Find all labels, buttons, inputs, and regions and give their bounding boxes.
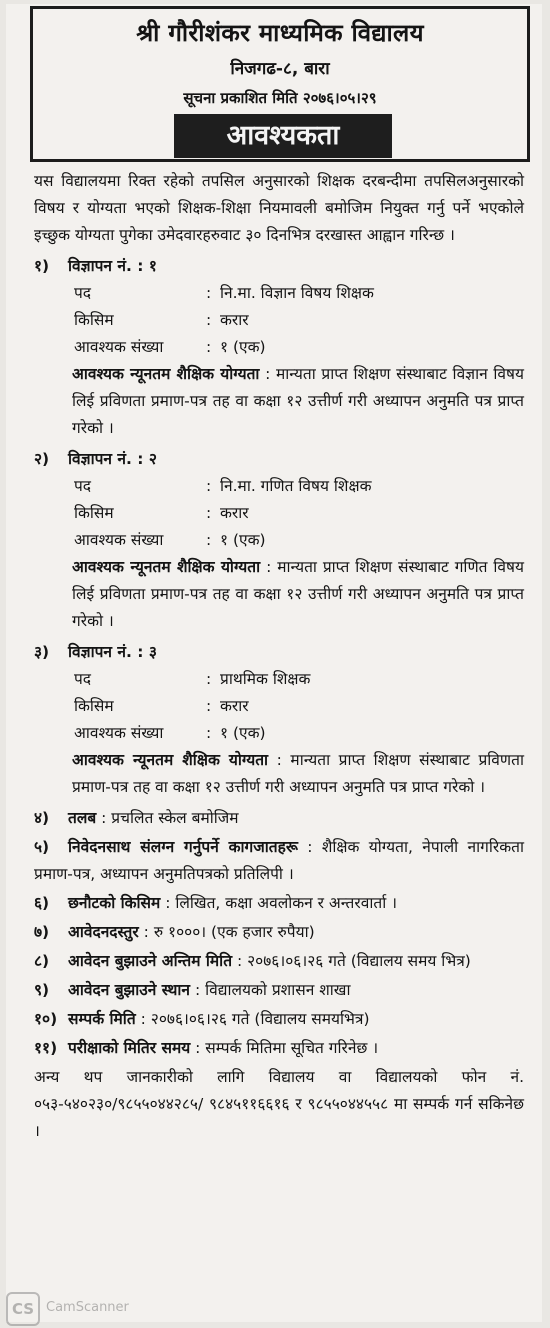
colon: : xyxy=(206,697,212,715)
item-text: : सम्पर्क मितिमा सूचित गरिनेछ । xyxy=(195,1039,379,1057)
colon: : xyxy=(206,504,212,522)
ad-title xyxy=(34,253,524,280)
type-row xyxy=(34,307,524,334)
notice-banner: आवश्यकता xyxy=(174,114,392,158)
ad-heading: विज्ञापन नं. : ३ xyxy=(68,643,157,661)
item-fee xyxy=(34,919,524,946)
item-exam-time xyxy=(34,1035,524,1062)
qualification xyxy=(34,747,524,801)
item-deadline xyxy=(34,948,524,975)
post-value: प्राथमिक शिक्षक xyxy=(220,670,311,688)
post-label: पद xyxy=(74,284,92,302)
item-text: : २०७६।०६।२६ गते (विद्यालय समयभित्र) xyxy=(140,1010,370,1028)
colon: : xyxy=(206,724,212,742)
item-place xyxy=(34,977,524,1004)
qualification-label: आवश्यक न्यूनतम शैक्षिक योग्यता xyxy=(72,751,269,769)
post-value: नि.मा. गणित विषय शिक्षक xyxy=(220,477,372,495)
item-text: : प्रचलित स्केल बमोजिम xyxy=(101,809,239,827)
colon: : xyxy=(206,338,212,356)
type-label: किसिम xyxy=(74,504,114,522)
type-row xyxy=(34,500,524,527)
item-selection xyxy=(34,890,524,917)
item-label: परीक्षाको मितिर समय xyxy=(68,1039,191,1057)
count-row xyxy=(34,334,524,361)
camscanner-text: CamScanner xyxy=(46,1300,129,1315)
qualification-label: आवश्यक न्यूनतम शैक्षिक योग्यता xyxy=(72,558,261,576)
colon: : xyxy=(206,670,212,688)
qualification-label: आवश्यक न्यूनतम शैक्षिक योग्यता xyxy=(72,365,260,383)
count-label: आवश्यक संख्या xyxy=(74,338,164,356)
qualification-text: : मान्यता प्राप्त शिक्षण संस्थाबाट विज्ञान विषय लिई प्रविणता प्रमाण-पत्र तह वा कक्षा १२ उत्तीर्ण गरी अध्यापन अनुमति पत्र प्राप्त गरेको । xyxy=(72,365,525,437)
item-text: : लिखित, कक्षा अवलोकन र अन्तरवार्ता । xyxy=(165,894,398,912)
colon: : xyxy=(206,477,212,495)
post-label: पद xyxy=(74,670,92,688)
item-number: ८) xyxy=(34,952,50,970)
post-row xyxy=(34,280,524,307)
item-label: आवेदनदस्तुर xyxy=(68,923,139,941)
notice-body xyxy=(34,168,524,1145)
count-label: आवश्यक संख्या xyxy=(74,531,164,549)
school-name: श्री गौरीशंकर माध्यमिक विद्यालय xyxy=(136,19,424,47)
item-text: : शैक्षिक योग्यता, नेपाली नागरिकता प्रमाण-पत्र, अध्यापन अनुमतिपत्रको प्रतिलिपी । xyxy=(34,838,524,883)
camscanner-logo-icon: CS xyxy=(6,1292,40,1326)
count-row xyxy=(34,720,524,747)
school-address: निजगढ-८, बारा xyxy=(230,59,330,79)
post-row xyxy=(34,473,524,500)
colon: : xyxy=(206,284,212,302)
item-number: १०) xyxy=(34,1010,58,1028)
ad-number: २) xyxy=(34,450,50,468)
type-value: करार xyxy=(220,504,249,522)
camscanner-watermark xyxy=(6,1290,156,1324)
item-contact-date xyxy=(34,1006,524,1033)
type-value: करार xyxy=(220,697,249,715)
type-value: करार xyxy=(220,311,249,329)
item-salary xyxy=(34,805,524,832)
item-number: ५) xyxy=(34,838,50,856)
ad-heading: विज्ञापन नं. : २ xyxy=(68,450,157,468)
ad-heading: विज्ञापन नं. : १ xyxy=(68,257,157,275)
count-row xyxy=(34,527,524,554)
advertisement-1 xyxy=(34,253,524,442)
post-row xyxy=(34,666,524,693)
count-value: १ (एक) xyxy=(220,338,266,356)
qualification-text: : मान्यता प्राप्त शिक्षण संस्थाबाट गणित विषय लिई प्रविणता प्रमाण-पत्र तह वा कक्षा १२ उत्तीर्ण गरी अध्यापन अनुमति पत्र प्राप्त गरेको । xyxy=(72,558,524,630)
item-number: ७) xyxy=(34,923,50,941)
qualification-text: : मान्यता प्राप्त शिक्षण संस्थाबाट प्रविणता प्रमाण-पत्र तह वा कक्षा १२ उत्तीर्ण गरी अध्यापन अनुमति पत्र प्राप्त गरेको । xyxy=(72,751,524,796)
item-label: आवेदन बुझाउने अन्तिम मिति xyxy=(68,952,233,970)
count-label: आवश्यक संख्या xyxy=(74,724,164,742)
post-value: नि.मा. विज्ञान विषय शिक्षक xyxy=(220,284,374,302)
item-label: सम्पर्क मिति xyxy=(68,1010,136,1028)
item-label: आवेदन बुझाउने स्थान xyxy=(68,981,191,999)
item-text: : २०७६।०६।२६ गते (विद्यालय समय भित्र) xyxy=(236,952,471,970)
type-label: किसिम xyxy=(74,311,114,329)
intro-paragraph: यस विद्यालयमा रिक्त रहेको तपसिल अनुसारको शिक्षक दरबन्दीमा तपसिलअनुसारको विषय र योग्यता भएको शिक्षक-शिक्षा नियमावली बमोजिम नियुक्त गर्नु पर्ने भएकोले इच्छुक योग्यता पुगेका उमेदवारहरुवाट ३० दिनभित्र दरखास्त आह्वान गरिन्छ । xyxy=(34,172,524,244)
ad-title xyxy=(34,639,524,666)
post-label: पद xyxy=(74,477,92,495)
footer-contact: अन्य थप जानकारीको लागि विद्यालय वा विद्यालयको फोन नं. ०५३-५४०२३०/९८५५०४४२८५/ ९८४५११६६१६ र ९८५५०४४५५८ मा सम्पर्क गर्न सकिनेछ । xyxy=(34,1068,524,1140)
ad-number: १) xyxy=(34,257,50,275)
item-number: ११) xyxy=(34,1039,58,1057)
colon: : xyxy=(206,311,212,329)
item-number: ६) xyxy=(34,894,50,912)
item-label: छनौटको किसिम xyxy=(68,894,161,912)
qualification xyxy=(34,554,524,635)
count-value: १ (एक) xyxy=(220,724,266,742)
type-row xyxy=(34,693,524,720)
item-label: निवेदनसाथ संलग्न गर्नुपर्ने कागजातहरू xyxy=(68,838,298,856)
advertisement-3 xyxy=(34,639,524,801)
item-documents xyxy=(34,834,524,888)
item-label: तलब xyxy=(68,809,97,827)
count-value: १ (एक) xyxy=(220,531,266,549)
type-label: किसिम xyxy=(74,697,114,715)
item-number: ९) xyxy=(34,981,50,999)
item-number: ४) xyxy=(34,809,50,827)
ad-number: ३) xyxy=(34,643,50,661)
colon: : xyxy=(206,531,212,549)
item-text: : रु १०००। (एक हजार रुपैया) xyxy=(143,923,315,941)
item-text: : विद्यालयको प्रशासन शाखा xyxy=(194,981,351,999)
publish-date: सूचना प्रकाशित मिति २०७६।०५।२९ xyxy=(183,89,377,107)
advertisement-2 xyxy=(34,446,524,635)
ad-title xyxy=(34,446,524,473)
qualification xyxy=(34,361,524,442)
